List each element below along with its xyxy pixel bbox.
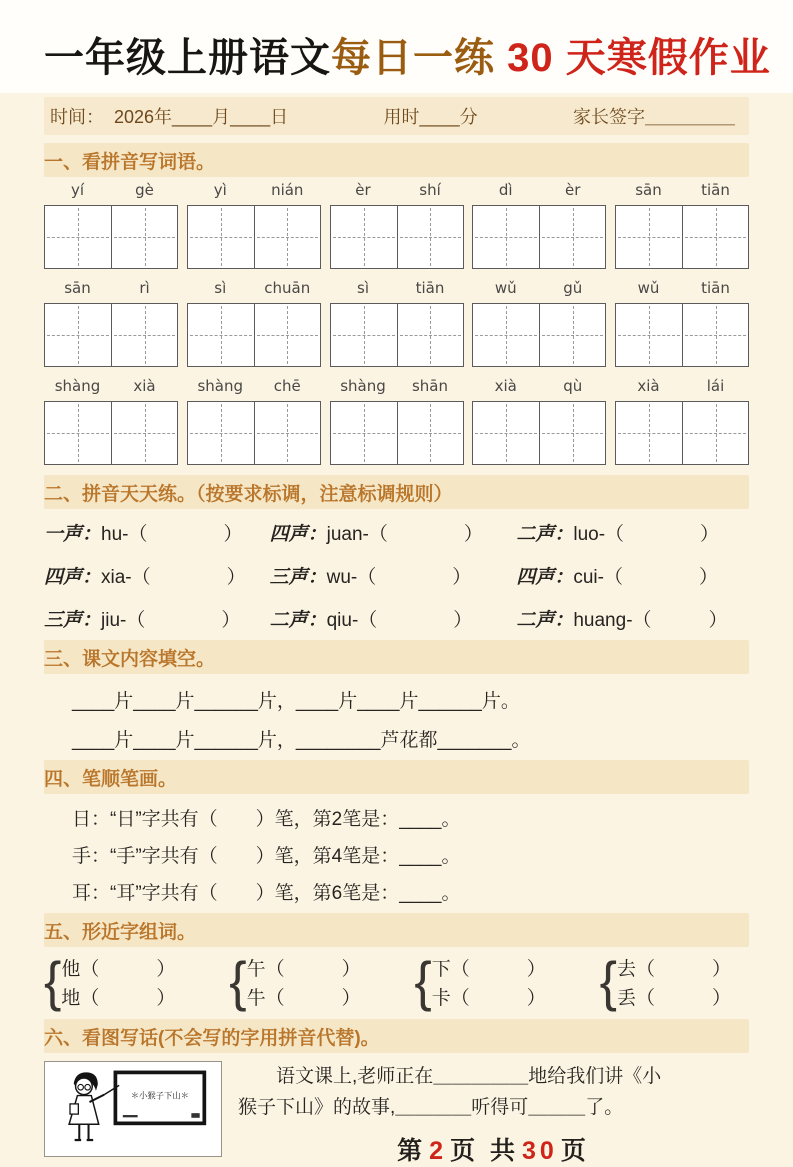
char-pair-bottom: 地（ ） [61, 988, 176, 1009]
pinyin-pair [615, 181, 749, 203]
brace-glyph: { [44, 951, 62, 1013]
word-group [187, 377, 321, 465]
pinyin-label: yí [70, 181, 85, 199]
pinyin-pair [615, 377, 749, 399]
title-grade-part: 一年级上册语文 [44, 36, 331, 80]
tone-label: 二声： [516, 610, 574, 631]
tone-syllable: qiu-（ ） [326, 610, 473, 631]
char-pair-bottom: 卡（ ） [431, 988, 546, 1009]
title-practice-part: 每日一练 [331, 36, 495, 80]
tone-item [516, 562, 749, 589]
pinyin-label: shàng [340, 377, 386, 395]
writing-cell [682, 304, 748, 366]
pinyin-grid-row-3 [44, 377, 749, 465]
pinyin-label: èr [565, 181, 581, 199]
word-group [330, 279, 464, 367]
pinyin-label: xià [494, 377, 517, 395]
tone-label: 三声： [44, 610, 102, 631]
writing-grid [330, 205, 464, 269]
teacher-blackboard-drawing [48, 1065, 218, 1153]
meta-time-field: 时间： 2026年____月____日 [50, 107, 289, 127]
tone-item [516, 519, 749, 546]
section1-heading: 一、看拼音写词语。 [44, 143, 749, 177]
pinyin-label: shí [419, 181, 441, 199]
tone-syllable: cui-（ ） [573, 567, 718, 588]
fill-blank-line: ____片____片______片，________芦花都_______。 [72, 730, 531, 751]
tone-item [270, 605, 517, 632]
section6-heading: 六、看图写话(不会写的字用拼音代替)。 [44, 1019, 749, 1053]
writing-grid [44, 205, 178, 269]
story-sentence [238, 1061, 749, 1123]
writing-cell [188, 304, 254, 366]
page-number-footer [238, 1131, 749, 1167]
tone-item [270, 519, 517, 546]
pinyin-pair [44, 377, 178, 399]
pinyin-label: chuān [264, 279, 311, 297]
current-page-number: 2 [429, 1137, 448, 1165]
writing-cell [682, 206, 748, 268]
writing-cell [616, 206, 682, 268]
writing-cell [45, 304, 111, 366]
tone-item [44, 562, 270, 589]
pinyin-label: xià [637, 377, 660, 395]
writing-cell [616, 402, 682, 464]
char-pair-bottom: 牛（ ） [246, 988, 361, 1009]
writing-grid [472, 205, 606, 269]
writing-grid [187, 205, 321, 269]
word-group [615, 377, 749, 465]
tone-label: 四声： [269, 524, 327, 545]
pinyin-pair [187, 377, 321, 399]
word-group [472, 279, 606, 367]
writing-cell [397, 206, 463, 268]
tone-exercise-grid [44, 519, 749, 632]
writing-cell [539, 206, 605, 268]
pinyin-label: rì [139, 279, 150, 297]
pinyin-label: tiān [701, 181, 730, 199]
tone-syllable: xia-（ ） [101, 567, 246, 588]
writing-grid [44, 401, 178, 465]
writing-cell [254, 304, 320, 366]
writing-grid [330, 401, 464, 465]
teacher-book [70, 1104, 78, 1114]
pinyin-label: dì [498, 181, 513, 199]
writing-cell [473, 402, 539, 464]
pinyin-label: nián [271, 181, 304, 199]
tone-item [44, 605, 270, 632]
title-holiday-part: 30 天寒假作业 [507, 36, 771, 80]
writing-grid [187, 303, 321, 367]
char-pair [229, 953, 360, 1011]
pinyin-label: shàng [54, 377, 101, 395]
writing-cell [473, 304, 539, 366]
pinyin-pair [330, 377, 464, 399]
story-line-2: 猴子下山》的故事,＿＿＿＿听得可＿＿＿了。 [238, 1097, 624, 1118]
story-line-1: 语文课上,老师正在＿＿＿＿＿地给我们讲《小 [276, 1066, 662, 1087]
tone-label: 四声： [516, 567, 574, 588]
writing-cell [397, 402, 463, 464]
meta-signature-field: 家长签字＿＿＿＿＿ [573, 107, 735, 127]
pinyin-label: chē [273, 377, 301, 395]
pinyin-pair [472, 181, 606, 203]
fill-blank-line: ____片____片______片，____片____片______片。 [72, 691, 520, 712]
writing-grid [615, 303, 749, 367]
writing-grid [44, 303, 178, 367]
pinyin-label: xià [133, 377, 156, 395]
word-group [472, 377, 606, 465]
writing-cell [397, 304, 463, 366]
writing-cell [473, 206, 539, 268]
pinyin-label: gè [135, 181, 154, 199]
pinyin-pair [187, 279, 321, 301]
writing-grid [330, 303, 464, 367]
pinyin-label: sì [357, 279, 369, 297]
writing-cell [254, 402, 320, 464]
footer-prefix: 第 [397, 1137, 427, 1165]
footer-middle: 页 共 [450, 1137, 520, 1165]
word-group [615, 181, 749, 269]
writing-cell [45, 206, 111, 268]
page-title [44, 26, 771, 83]
pinyin-label: sān [64, 279, 91, 297]
word-group [472, 181, 606, 269]
word-group [44, 377, 178, 465]
word-group [44, 279, 178, 367]
writing-cell [682, 402, 748, 464]
tone-label: 三声： [269, 567, 327, 588]
tone-item [44, 519, 270, 546]
char-pair [44, 953, 175, 1011]
pinyin-grid-row-1 [44, 181, 749, 269]
char-pair-top: 午（ ） [246, 959, 361, 980]
meta-duration-field: 用时____分 [383, 107, 478, 127]
total-page-number: 30 [522, 1137, 558, 1165]
word-group [187, 181, 321, 269]
pinyin-pair [472, 279, 606, 301]
char-pair-bottom: 丢（ ） [616, 988, 731, 1009]
word-group [615, 279, 749, 367]
pinyin-label: yì [213, 181, 227, 199]
footer-suffix: 页 [560, 1137, 590, 1165]
writing-grid [615, 401, 749, 465]
tone-syllable: juan-（ ） [326, 524, 483, 545]
word-group [187, 279, 321, 367]
section2-heading: 二、拼音天天练。（按要求标调，注意标调规则） [44, 475, 749, 509]
stroke-question-line: 耳：“耳”字共有（ ）笔，第6笔是：____。 [72, 883, 461, 904]
pinyin-pair [472, 377, 606, 399]
pinyin-pair [187, 181, 321, 203]
tone-label: 一声： [44, 524, 102, 545]
writing-grid [472, 303, 606, 367]
word-group [330, 181, 464, 269]
stroke-question-line: 手：“手”字共有（ ）笔，第4笔是：____。 [72, 846, 461, 867]
writing-cell [111, 402, 177, 464]
brace-glyph: { [229, 951, 247, 1013]
tone-syllable: huang-（ ） [573, 610, 728, 631]
writing-cell [331, 402, 397, 464]
pinyin-label: shàng [197, 377, 244, 395]
char-pair-top: 他（ ） [61, 959, 176, 980]
meta-band [44, 97, 749, 135]
char-pair-top: 去（ ） [616, 959, 731, 980]
pinyin-pair [330, 181, 464, 203]
writing-cell [111, 304, 177, 366]
pinyin-label: tiān [701, 279, 730, 297]
pinyin-label: sì [214, 279, 227, 297]
tone-syllable: luo-（ ） [573, 524, 720, 545]
writing-cell [616, 304, 682, 366]
writing-cell [331, 304, 397, 366]
writing-cell [188, 402, 254, 464]
pinyin-pair [615, 279, 749, 301]
writing-cell [331, 206, 397, 268]
writing-cell [254, 206, 320, 268]
char-pair-top: 下（ ） [431, 959, 546, 980]
brace-glyph: { [599, 951, 617, 1013]
tone-item [516, 605, 749, 632]
teacher-illustration [44, 1061, 222, 1157]
writing-cell [539, 304, 605, 366]
pinyin-label: tiān [415, 279, 445, 297]
picture-writing-block [44, 1061, 749, 1167]
tone-label: 二声： [516, 524, 574, 545]
pinyin-pair [330, 279, 464, 301]
similar-char-pairs [44, 953, 749, 1011]
writing-cell [539, 402, 605, 464]
pinyin-pair [44, 181, 178, 203]
tone-item [270, 562, 517, 589]
pinyin-label: wǔ [637, 279, 660, 297]
writing-grid [187, 401, 321, 465]
pinyin-label: shān [411, 377, 449, 395]
board-eraser [191, 1113, 199, 1118]
pinyin-label: èr [355, 181, 371, 199]
picture-writing-text-area [222, 1061, 749, 1167]
writing-cell [111, 206, 177, 268]
word-group [330, 377, 464, 465]
tone-label: 四声： [44, 567, 102, 588]
tone-syllable: hu-（ ） [101, 524, 243, 545]
stroke-question-line: 日：“日”字共有（ ）笔，第2笔是：____。 [72, 809, 461, 830]
writing-grid [472, 401, 606, 465]
page-header [0, 0, 793, 93]
char-pair [600, 953, 731, 1011]
blackboard-title-text: ＊小猴子下山＊ [130, 1090, 190, 1101]
writing-cell [188, 206, 254, 268]
pinyin-grid-row-2 [44, 279, 749, 367]
writing-cell [45, 402, 111, 464]
pinyin-label: lái [706, 377, 725, 395]
pinyin-label: gǔ [563, 279, 583, 297]
pinyin-label: qù [563, 377, 583, 395]
writing-grid [615, 205, 749, 269]
pinyin-label: wǔ [494, 279, 517, 297]
section5-heading: 五、形近字组词。 [44, 913, 749, 947]
brace-glyph: { [414, 951, 432, 1013]
tone-syllable: wu-（ ） [326, 567, 472, 588]
chalk-writing-mark [123, 1115, 138, 1117]
pinyin-pair [44, 279, 178, 301]
pinyin-label: sān [635, 181, 662, 199]
tone-syllable: jiu-（ ） [101, 610, 241, 631]
section4-heading: 四、笔顺笔画。 [44, 760, 749, 794]
char-pair [414, 953, 545, 1011]
section3-heading: 三、课文内容填空。 [44, 640, 749, 674]
tone-label: 二声： [269, 610, 327, 631]
word-group [44, 181, 178, 269]
